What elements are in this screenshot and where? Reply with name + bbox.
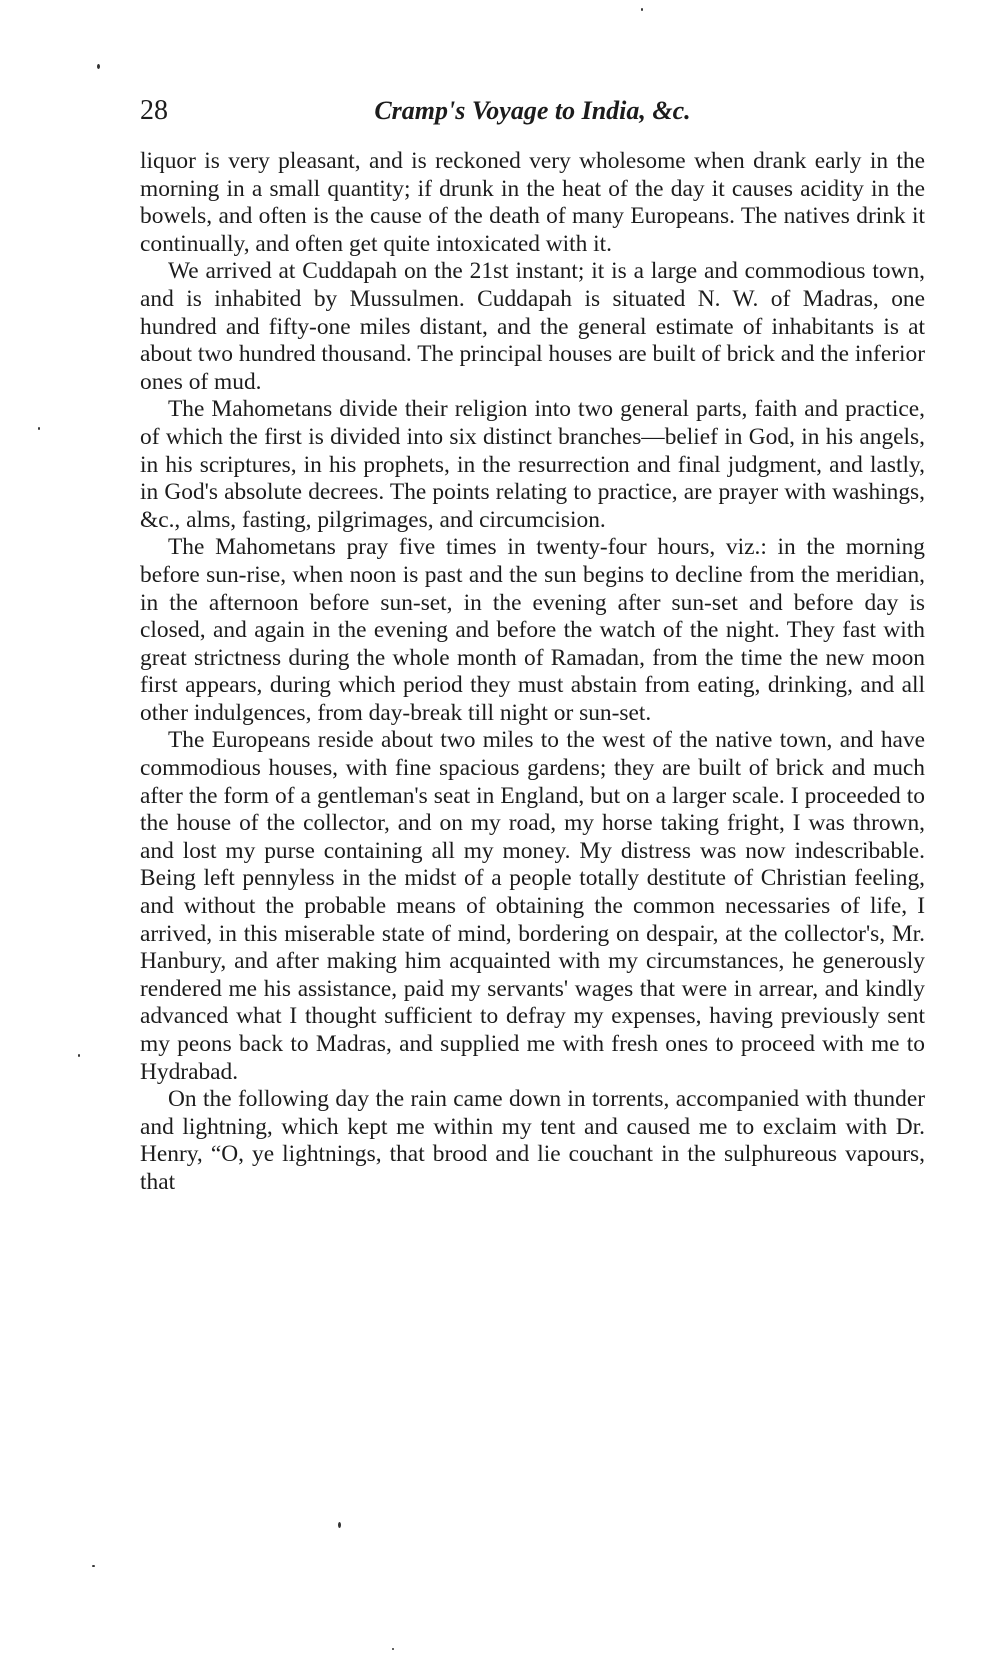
paragraph-2: We arrived at Cuddapah on the 21st instant; it is a large and commodious town, and is inhabited by Mussulmen. Cuddapah is situated N. W. of Madras, one hundred and fifty-one miles distant, and the general estimate of inhabitants is at about two hundred thousand. The principal houses are built of brick and the inferior ones of mud.	[140, 258, 925, 395]
page-header	[140, 96, 925, 140]
scan-speck	[338, 1522, 341, 1528]
running-title: Cramp's Voyage to India, &c.	[374, 96, 691, 125]
scan-speck	[641, 8, 643, 11]
scan-speck	[97, 64, 100, 69]
paragraph-4: The Mahometans pray five times in twenty-four hours, viz.: in the morning before sun-rise, when noon is past and the sun begins to decline from the meridian, in the afternoon before sun-set, in the evening after sun-set and before day is closed, and again in the evening and before the watch of the night. They fast with great strictness during the whole month of Ramadan, from the time the new moon first appears, during which period they must abstain from eating, drinking, and all other indulgences, from day-break till night or sun-set.	[140, 534, 925, 726]
paragraph-3: The Mahometans divide their religion into two general parts, faith and practice, of which the first is divided into six distinct branches—belief in God, in his angels, in his scriptures, in his prophets, in the resurrection and final judgment, and lastly, in God's absolute decrees. The points relating to practice, are prayer with washings, &c., alms, fasting, pilgrimages, and circumcision.	[140, 396, 925, 533]
body-text	[140, 148, 925, 1197]
paragraph-5: The Europeans reside about two miles to the west of the native town, and have commodious houses, with fine spacious gardens; they are built of brick and much after the form of a gentleman's seat in England, but on a larger scale. I proceeded to the house of the collector, and on my road, my horse taking fright, I was thrown, and lost my purse containing all my money. My distress was now indescribable. Being left pennyless in the midst of a people totally destitute of Christian feeling, and without the probable means of obtaining the common necessaries of life, I arrived, in this miserable state of mind, bordering on despair, at the collector's, Mr. Hanbury, and after making him acquainted with my circumstances, he generously rendered me his assistance, paid my servants' wages that were in arrear, and kindly advanced what I thought sufficient to defray my expenses, having previously sent my peons back to Madras, and supplied me with fresh ones to proceed with me to Hydrabad.	[140, 727, 925, 1085]
page-number: 28	[140, 95, 168, 126]
paragraph-6: On the following day the rain came down in torrents, accompanied with thunder and lightning, which kept me within my tent and caused me to exclaim with Dr. Henry, “O, ye lightnings, that brood and lie couchant in the sulphureous vapours, that	[140, 1086, 925, 1195]
scan-speck	[38, 427, 40, 430]
scan-speck	[392, 1648, 394, 1650]
paragraph-1: liquor is very pleasant, and is reckoned very wholesome when drank early in the morning in a small quantity; if drunk in the heat of the day it causes acidity in the bowels, and often is the cause of the death of many Europeans. The natives drink it continually, and often get quite intoxicated with it.	[140, 148, 925, 257]
scan-speck	[92, 1565, 95, 1567]
scan-speck	[78, 1054, 80, 1057]
